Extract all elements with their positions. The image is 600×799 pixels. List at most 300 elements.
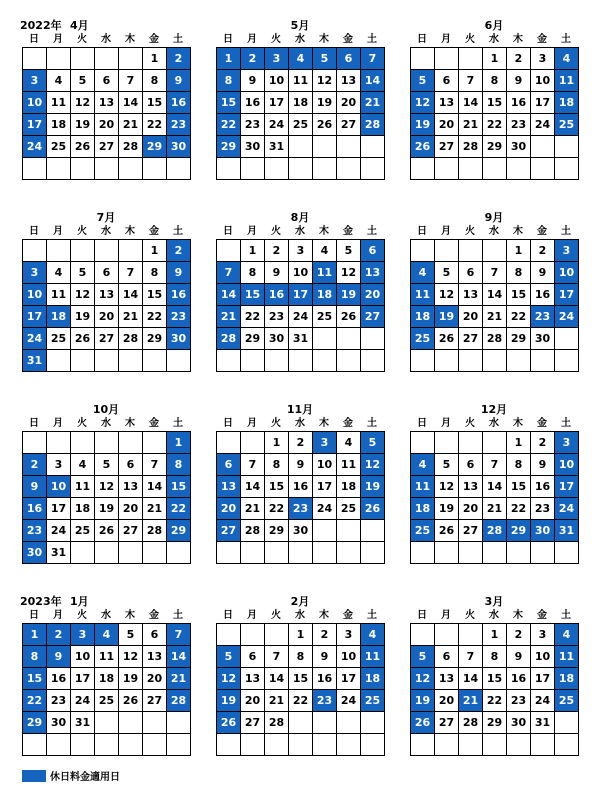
- day-cell: 1: [483, 48, 507, 70]
- holiday-legend-swatch: [22, 770, 46, 782]
- day-cell: 16: [241, 92, 265, 114]
- empty-cell: [47, 734, 71, 756]
- month-label: 4月: [70, 19, 89, 32]
- day-cell: 6: [435, 646, 459, 668]
- day-cell: 12: [71, 284, 95, 306]
- day-cell: 4: [361, 624, 385, 646]
- day-cell: 18: [555, 92, 579, 114]
- weekday-label: 金: [343, 610, 353, 621]
- empty-cell: [459, 48, 483, 70]
- day-cell: 29: [507, 520, 531, 542]
- day-cell: 16: [531, 476, 555, 498]
- year-label: 2022年: [20, 19, 62, 32]
- day-cell: 16: [313, 668, 337, 690]
- empty-cell: [337, 734, 361, 756]
- empty-cell: [555, 350, 579, 372]
- day-cell: 29: [143, 136, 167, 158]
- empty-cell: [289, 136, 313, 158]
- day-cell: 1: [507, 432, 531, 454]
- day-cell: 13: [119, 476, 143, 498]
- day-cell: 23: [241, 114, 265, 136]
- empty-cell: [531, 734, 555, 756]
- empty-cell: [217, 432, 241, 454]
- month-header: [410, 591, 578, 611]
- empty-cell: [459, 158, 483, 180]
- day-cell: 12: [95, 476, 119, 498]
- day-cell: 3: [289, 240, 313, 262]
- empty-cell: [143, 542, 167, 564]
- empty-cell: [483, 432, 507, 454]
- empty-cell: [241, 350, 265, 372]
- day-cell: 25: [71, 520, 95, 542]
- empty-cell: [483, 542, 507, 564]
- empty-cell: [167, 542, 191, 564]
- weekday-label: 水: [101, 418, 111, 429]
- empty-cell: [531, 136, 555, 158]
- weekday-header: [216, 417, 384, 431]
- day-cell: 1: [483, 624, 507, 646]
- day-cell: 7: [119, 262, 143, 284]
- day-cell: 21: [217, 306, 241, 328]
- day-cell: 28: [361, 114, 385, 136]
- weekday-label: 土: [367, 418, 377, 429]
- day-cell: 24: [337, 690, 361, 712]
- day-cell: 23: [507, 690, 531, 712]
- day-cell: 15: [483, 668, 507, 690]
- day-cell: 13: [241, 668, 265, 690]
- day-cell: 25: [289, 114, 313, 136]
- day-cell: 10: [71, 646, 95, 668]
- weekday-header: [22, 417, 190, 431]
- day-cell: 16: [265, 284, 289, 306]
- day-cell: 9: [167, 70, 191, 92]
- weekday-header: [410, 609, 578, 623]
- weekday-label: 土: [561, 418, 571, 429]
- empty-cell: [555, 136, 579, 158]
- day-cell: 17: [23, 114, 47, 136]
- day-cell: 21: [459, 690, 483, 712]
- day-cell: 30: [531, 520, 555, 542]
- empty-cell: [71, 432, 95, 454]
- day-cell: 11: [337, 454, 361, 476]
- empty-cell: [95, 158, 119, 180]
- day-cell: 31: [23, 350, 47, 372]
- empty-cell: [217, 158, 241, 180]
- empty-cell: [23, 432, 47, 454]
- empty-cell: [435, 734, 459, 756]
- day-cell: 30: [531, 328, 555, 350]
- day-cell: 2: [23, 454, 47, 476]
- weekday-label: 木: [319, 34, 329, 45]
- day-cell: 26: [411, 712, 435, 734]
- weekday-label: 金: [343, 226, 353, 237]
- weekday-label: 月: [53, 418, 63, 429]
- day-cell: 11: [95, 646, 119, 668]
- day-cell: 28: [119, 136, 143, 158]
- day-cell: 30: [167, 136, 191, 158]
- empty-cell: [313, 734, 337, 756]
- empty-cell: [411, 432, 435, 454]
- day-cell: 24: [289, 306, 313, 328]
- empty-cell: [337, 350, 361, 372]
- day-cell: 21: [265, 690, 289, 712]
- month-header: [216, 207, 384, 227]
- empty-cell: [361, 734, 385, 756]
- day-cell: 8: [483, 70, 507, 92]
- day-cell: 19: [435, 498, 459, 520]
- day-cell: 30: [507, 136, 531, 158]
- weekday-label: 土: [173, 418, 183, 429]
- day-cell: 10: [555, 262, 579, 284]
- day-cell: 20: [143, 668, 167, 690]
- day-cell: 17: [265, 92, 289, 114]
- month-label: 6月: [484, 19, 504, 32]
- day-cell: 22: [241, 306, 265, 328]
- empty-cell: [241, 624, 265, 646]
- empty-cell: [47, 240, 71, 262]
- day-cell: 2: [531, 432, 555, 454]
- empty-cell: [411, 48, 435, 70]
- weekday-label: 金: [537, 226, 547, 237]
- day-cell: 27: [217, 520, 241, 542]
- day-cell: 31: [289, 328, 313, 350]
- day-cell: 5: [361, 432, 385, 454]
- weekday-label: 火: [465, 34, 475, 45]
- day-cell: 15: [507, 476, 531, 498]
- day-cell: 1: [167, 432, 191, 454]
- day-cell: 8: [143, 70, 167, 92]
- empty-cell: [71, 542, 95, 564]
- day-cell: 3: [71, 624, 95, 646]
- empty-cell: [95, 734, 119, 756]
- day-cell: 29: [483, 712, 507, 734]
- weekday-label: 金: [537, 34, 547, 45]
- month-label: 1月: [70, 595, 89, 608]
- empty-cell: [531, 158, 555, 180]
- day-cell: 25: [411, 520, 435, 542]
- empty-cell: [265, 158, 289, 180]
- day-cell: 14: [119, 92, 143, 114]
- day-cell: 27: [337, 114, 361, 136]
- month-label: 9月: [484, 211, 504, 224]
- day-cell: 7: [119, 70, 143, 92]
- empty-cell: [411, 350, 435, 372]
- day-cell: 19: [337, 284, 361, 306]
- legend: [22, 768, 120, 783]
- day-cell: 16: [23, 498, 47, 520]
- day-cell: 23: [531, 498, 555, 520]
- day-cell: 20: [435, 690, 459, 712]
- weekday-label: 土: [367, 610, 377, 621]
- weekday-label: 水: [489, 226, 499, 237]
- day-cell: 16: [507, 668, 531, 690]
- month-label: 10月: [92, 403, 120, 416]
- day-cell: 3: [23, 70, 47, 92]
- day-cell: 8: [241, 262, 265, 284]
- weekday-label: 木: [513, 610, 523, 621]
- empty-cell: [313, 136, 337, 158]
- day-cell: 18: [337, 476, 361, 498]
- weekday-header: [22, 609, 190, 623]
- day-cell: 17: [555, 284, 579, 306]
- day-cell: 8: [23, 646, 47, 668]
- day-cell: 5: [313, 48, 337, 70]
- day-cell: 7: [483, 454, 507, 476]
- day-cell: 19: [361, 476, 385, 498]
- day-cell: 13: [435, 668, 459, 690]
- day-cell: 30: [47, 712, 71, 734]
- day-cell: 13: [435, 92, 459, 114]
- weekday-label: 木: [319, 226, 329, 237]
- empty-cell: [71, 350, 95, 372]
- day-cell: 26: [361, 498, 385, 520]
- weekday-label: 水: [101, 610, 111, 621]
- empty-cell: [337, 328, 361, 350]
- day-cell: 9: [47, 646, 71, 668]
- empty-cell: [411, 240, 435, 262]
- year-label: 2023年: [20, 595, 62, 608]
- empty-cell: [71, 734, 95, 756]
- day-cell: 13: [95, 284, 119, 306]
- day-cell: 11: [555, 70, 579, 92]
- empty-cell: [289, 734, 313, 756]
- day-cell: 14: [459, 92, 483, 114]
- day-cell: 4: [555, 624, 579, 646]
- day-cell: 29: [507, 328, 531, 350]
- day-cell: 27: [459, 520, 483, 542]
- day-cell: 25: [411, 328, 435, 350]
- day-cell: 4: [47, 70, 71, 92]
- empty-cell: [143, 734, 167, 756]
- day-cell: 22: [265, 498, 289, 520]
- day-cell: 29: [23, 712, 47, 734]
- weekday-label: 土: [173, 610, 183, 621]
- weekday-label: 火: [271, 34, 281, 45]
- weekday-label: 月: [247, 418, 257, 429]
- weekday-label: 日: [417, 226, 427, 237]
- day-cell: 23: [289, 498, 313, 520]
- month-header: [22, 207, 190, 227]
- day-cell: 17: [23, 306, 47, 328]
- day-cell: 24: [23, 328, 47, 350]
- weekday-label: 火: [271, 610, 281, 621]
- empty-cell: [241, 734, 265, 756]
- weekday-label: 火: [271, 418, 281, 429]
- day-grid: [22, 47, 191, 180]
- day-cell: 22: [507, 498, 531, 520]
- month-label: 5月: [290, 19, 310, 32]
- empty-cell: [507, 542, 531, 564]
- day-grid: [216, 47, 385, 180]
- day-cell: 18: [361, 668, 385, 690]
- day-cell: 12: [217, 668, 241, 690]
- day-cell: 18: [289, 92, 313, 114]
- empty-cell: [119, 432, 143, 454]
- day-cell: 29: [483, 136, 507, 158]
- empty-cell: [47, 158, 71, 180]
- empty-cell: [435, 624, 459, 646]
- weekday-label: 火: [465, 610, 475, 621]
- empty-cell: [167, 350, 191, 372]
- day-cell: 4: [337, 432, 361, 454]
- day-cell: 10: [23, 92, 47, 114]
- day-cell: 5: [435, 454, 459, 476]
- day-cell: 27: [143, 690, 167, 712]
- day-cell: 25: [95, 690, 119, 712]
- day-cell: 17: [289, 284, 313, 306]
- day-cell: 23: [23, 520, 47, 542]
- empty-cell: [435, 48, 459, 70]
- empty-cell: [289, 712, 313, 734]
- day-grid: [410, 431, 579, 564]
- day-cell: 5: [71, 262, 95, 284]
- empty-cell: [95, 712, 119, 734]
- day-cell: 13: [459, 476, 483, 498]
- day-cell: 2: [47, 624, 71, 646]
- day-cell: 26: [119, 690, 143, 712]
- empty-cell: [71, 158, 95, 180]
- day-cell: 18: [95, 668, 119, 690]
- day-cell: 9: [531, 262, 555, 284]
- day-cell: 22: [143, 306, 167, 328]
- weekday-label: 木: [125, 418, 135, 429]
- weekday-label: 金: [149, 226, 159, 237]
- month-label: 8月: [290, 211, 310, 224]
- empty-cell: [411, 734, 435, 756]
- weekday-label: 火: [77, 226, 87, 237]
- empty-cell: [337, 520, 361, 542]
- empty-cell: [217, 542, 241, 564]
- day-cell: 18: [47, 306, 71, 328]
- day-cell: 1: [143, 48, 167, 70]
- day-cell: 31: [47, 542, 71, 564]
- day-cell: 25: [313, 306, 337, 328]
- empty-cell: [47, 350, 71, 372]
- day-cell: 9: [531, 454, 555, 476]
- empty-cell: [313, 350, 337, 372]
- empty-cell: [531, 350, 555, 372]
- day-cell: 20: [217, 498, 241, 520]
- day-cell: 19: [95, 498, 119, 520]
- day-cell: 20: [459, 306, 483, 328]
- day-cell: 10: [313, 454, 337, 476]
- empty-cell: [411, 624, 435, 646]
- day-cell: 4: [555, 48, 579, 70]
- empty-cell: [361, 712, 385, 734]
- day-cell: 5: [411, 646, 435, 668]
- day-cell: 7: [459, 70, 483, 92]
- day-cell: 21: [361, 92, 385, 114]
- day-cell: 1: [241, 240, 265, 262]
- day-cell: 7: [241, 454, 265, 476]
- month-label: 12月: [480, 403, 508, 416]
- day-grid: [410, 47, 579, 180]
- day-cell: 1: [23, 624, 47, 646]
- day-cell: 12: [337, 262, 361, 284]
- day-cell: 7: [361, 48, 385, 70]
- empty-cell: [95, 542, 119, 564]
- day-cell: 20: [459, 498, 483, 520]
- empty-cell: [459, 432, 483, 454]
- empty-cell: [411, 158, 435, 180]
- day-cell: 22: [507, 306, 531, 328]
- weekday-label: 水: [295, 418, 305, 429]
- weekday-label: 月: [441, 418, 451, 429]
- empty-cell: [95, 240, 119, 262]
- day-cell: 23: [265, 306, 289, 328]
- empty-cell: [361, 136, 385, 158]
- day-grid: [22, 623, 191, 756]
- weekday-header: [216, 33, 384, 47]
- empty-cell: [361, 158, 385, 180]
- day-cell: 14: [483, 476, 507, 498]
- month-header: [216, 591, 384, 611]
- day-cell: 4: [71, 454, 95, 476]
- weekday-label: 月: [247, 226, 257, 237]
- empty-cell: [337, 136, 361, 158]
- day-cell: 18: [313, 284, 337, 306]
- day-cell: 24: [71, 690, 95, 712]
- day-grid: [410, 239, 579, 372]
- month-header: [22, 399, 190, 419]
- day-cell: 29: [217, 136, 241, 158]
- empty-cell: [119, 542, 143, 564]
- day-cell: 17: [555, 476, 579, 498]
- day-cell: 6: [143, 624, 167, 646]
- day-cell: 2: [167, 240, 191, 262]
- weekday-label: 木: [319, 610, 329, 621]
- day-cell: 19: [435, 306, 459, 328]
- empty-cell: [265, 542, 289, 564]
- weekday-label: 火: [77, 34, 87, 45]
- weekday-label: 日: [223, 226, 233, 237]
- empty-cell: [119, 350, 143, 372]
- weekday-header: [410, 417, 578, 431]
- empty-cell: [119, 48, 143, 70]
- day-cell: 9: [265, 262, 289, 284]
- empty-cell: [119, 240, 143, 262]
- day-cell: 28: [119, 328, 143, 350]
- weekday-label: 日: [417, 34, 427, 45]
- day-cell: 18: [555, 668, 579, 690]
- day-grid: [216, 623, 385, 756]
- day-cell: 21: [483, 306, 507, 328]
- day-cell: 4: [411, 262, 435, 284]
- month-header: [22, 15, 190, 35]
- weekday-label: 火: [465, 226, 475, 237]
- day-cell: 6: [95, 70, 119, 92]
- empty-cell: [313, 158, 337, 180]
- weekday-label: 日: [29, 418, 39, 429]
- day-cell: 21: [483, 498, 507, 520]
- day-cell: 27: [435, 136, 459, 158]
- day-cell: 15: [289, 668, 313, 690]
- day-cell: 2: [265, 240, 289, 262]
- empty-cell: [555, 158, 579, 180]
- day-cell: 24: [555, 498, 579, 520]
- day-cell: 12: [71, 92, 95, 114]
- day-cell: 5: [217, 646, 241, 668]
- day-cell: 9: [507, 646, 531, 668]
- weekday-label: 土: [561, 610, 571, 621]
- day-cell: 24: [531, 114, 555, 136]
- day-cell: 24: [47, 520, 71, 542]
- day-cell: 27: [361, 306, 385, 328]
- day-cell: 24: [531, 690, 555, 712]
- day-cell: 28: [167, 690, 191, 712]
- weekday-label: 土: [561, 34, 571, 45]
- day-cell: 7: [167, 624, 191, 646]
